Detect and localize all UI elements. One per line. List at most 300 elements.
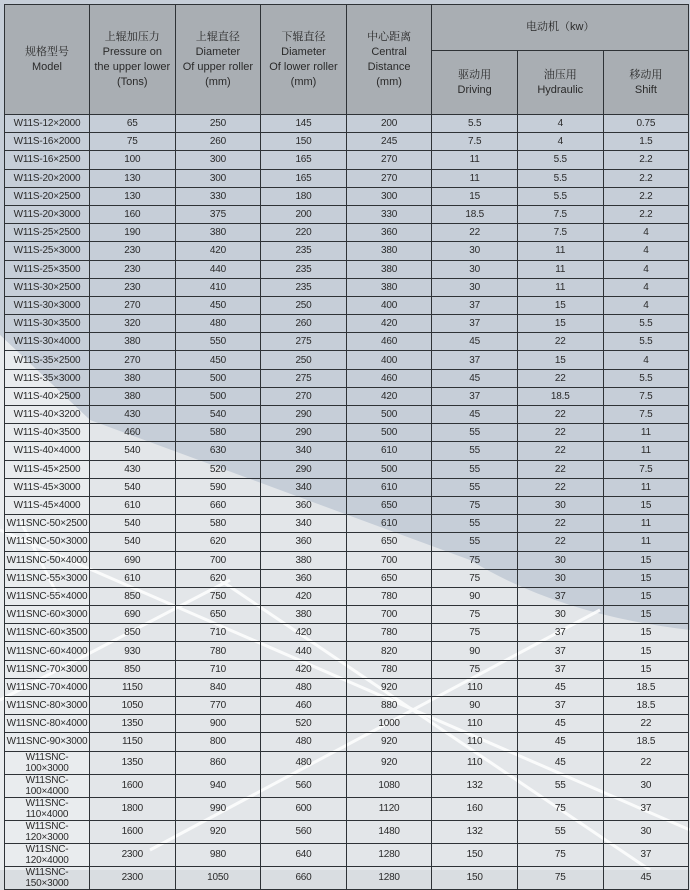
cell-shift: 4 (603, 296, 689, 314)
cell-model: W11SNC-100×4000 (5, 774, 90, 797)
cell-center-distance: 780 (346, 624, 432, 642)
cell-shift: 5.5 (603, 315, 689, 333)
cell-driving: 75 (432, 569, 518, 587)
cell-lower-diameter: 275 (261, 333, 347, 351)
cell-lower-diameter: 165 (261, 151, 347, 169)
cell-upper-diameter: 520 (175, 460, 261, 478)
cell-model: W11SNC-100×3000 (5, 751, 90, 774)
cell-model: W11S-20×3000 (5, 205, 90, 223)
cell-lower-diameter: 420 (261, 624, 347, 642)
header-model: 规格型号 Model (5, 5, 90, 115)
cell-shift: 4 (603, 278, 689, 296)
cell-model: W11S-40×3500 (5, 424, 90, 442)
cell-upper-diameter: 500 (175, 369, 261, 387)
cell-shift: 37 (603, 843, 689, 866)
cell-upper-diameter: 980 (175, 843, 261, 866)
cell-pressure: 100 (90, 151, 176, 169)
cell-driving: 75 (432, 551, 518, 569)
cell-center-distance: 300 (346, 187, 432, 205)
table-row (5, 406, 689, 424)
cell-shift: 45 (603, 866, 689, 889)
cell-shift: 7.5 (603, 460, 689, 478)
table-row (5, 569, 689, 587)
cell-center-distance: 610 (346, 478, 432, 496)
cell-model: W11S-35×3000 (5, 369, 90, 387)
table-body (5, 115, 689, 890)
cell-shift: 11 (603, 515, 689, 533)
cell-hydraulic: 4 (517, 133, 603, 151)
cell-driving: 11 (432, 151, 518, 169)
cell-driving: 132 (432, 820, 518, 843)
table-row (5, 478, 689, 496)
cell-pressure: 1800 (90, 797, 176, 820)
cell-shift: 2.2 (603, 205, 689, 223)
cell-hydraulic: 22 (517, 533, 603, 551)
cell-pressure: 1150 (90, 678, 176, 696)
table-row (5, 624, 689, 642)
cell-shift: 15 (603, 587, 689, 605)
cell-driving: 55 (432, 460, 518, 478)
specification-table (4, 4, 689, 890)
cell-pressure: 460 (90, 424, 176, 442)
table-row (5, 133, 689, 151)
cell-shift: 4 (603, 260, 689, 278)
cell-pressure: 540 (90, 442, 176, 460)
cell-pressure: 430 (90, 460, 176, 478)
cell-model: W11SNC-70×4000 (5, 678, 90, 696)
cell-model: W11S-30×3000 (5, 296, 90, 314)
cell-lower-diameter: 460 (261, 697, 347, 715)
cell-driving: 110 (432, 715, 518, 733)
cell-center-distance: 400 (346, 351, 432, 369)
cell-shift: 7.5 (603, 387, 689, 405)
cell-center-distance: 1280 (346, 866, 432, 889)
cell-lower-diameter: 340 (261, 478, 347, 496)
table-row (5, 551, 689, 569)
cell-pressure: 380 (90, 333, 176, 351)
cell-shift: 5.5 (603, 333, 689, 351)
cell-hydraulic: 55 (517, 774, 603, 797)
table-row (5, 169, 689, 187)
cell-pressure: 2300 (90, 866, 176, 889)
cell-center-distance: 270 (346, 169, 432, 187)
cell-upper-diameter: 800 (175, 733, 261, 751)
cell-pressure: 160 (90, 205, 176, 223)
cell-center-distance: 610 (346, 442, 432, 460)
cell-lower-diameter: 640 (261, 843, 347, 866)
cell-center-distance: 650 (346, 533, 432, 551)
cell-model: W11SNC-120×3000 (5, 820, 90, 843)
cell-model: W11SNC-110×4000 (5, 797, 90, 820)
cell-model: W11S-25×3000 (5, 242, 90, 260)
cell-pressure: 1050 (90, 697, 176, 715)
cell-hydraulic: 37 (517, 624, 603, 642)
cell-model: W11S-40×3200 (5, 406, 90, 424)
cell-center-distance: 360 (346, 224, 432, 242)
cell-model: W11SNC-120×4000 (5, 843, 90, 866)
cell-driving: 150 (432, 866, 518, 889)
cell-upper-diameter: 580 (175, 515, 261, 533)
cell-pressure: 1350 (90, 715, 176, 733)
cell-lower-diameter: 250 (261, 296, 347, 314)
cell-lower-diameter: 360 (261, 496, 347, 514)
cell-driving: 55 (432, 515, 518, 533)
cell-model: W11S-30×3500 (5, 315, 90, 333)
cell-driving: 75 (432, 606, 518, 624)
cell-driving: 110 (432, 678, 518, 696)
cell-driving: 55 (432, 533, 518, 551)
cell-driving: 132 (432, 774, 518, 797)
cell-pressure: 540 (90, 533, 176, 551)
cell-pressure: 850 (90, 660, 176, 678)
cell-hydraulic: 30 (517, 569, 603, 587)
cell-center-distance: 700 (346, 606, 432, 624)
cell-driving: 90 (432, 642, 518, 660)
cell-driving: 55 (432, 424, 518, 442)
cell-pressure: 380 (90, 369, 176, 387)
cell-upper-diameter: 710 (175, 624, 261, 642)
cell-hydraulic: 5.5 (517, 187, 603, 205)
table-row (5, 224, 689, 242)
cell-hydraulic: 15 (517, 296, 603, 314)
cell-pressure: 1350 (90, 751, 176, 774)
cell-model: W11SNC-50×2500 (5, 515, 90, 533)
table-row (5, 315, 689, 333)
cell-upper-diameter: 380 (175, 224, 261, 242)
cell-model: W11SNC-80×4000 (5, 715, 90, 733)
header-pressure: 上辊加压力 Pressure on the upper lower (Tons) (90, 5, 176, 115)
cell-model: W11S-16×2000 (5, 133, 90, 151)
cell-center-distance: 920 (346, 678, 432, 696)
cell-center-distance: 420 (346, 315, 432, 333)
table-row (5, 296, 689, 314)
cell-model: W11SNC-80×3000 (5, 697, 90, 715)
cell-shift: 15 (603, 624, 689, 642)
cell-shift: 2.2 (603, 187, 689, 205)
cell-shift: 1.5 (603, 133, 689, 151)
cell-pressure: 610 (90, 569, 176, 587)
cell-model: W11S-30×2500 (5, 278, 90, 296)
cell-pressure: 270 (90, 351, 176, 369)
cell-shift: 4 (603, 351, 689, 369)
cell-shift: 4 (603, 242, 689, 260)
cell-lower-diameter: 220 (261, 224, 347, 242)
table-row (5, 115, 689, 133)
cell-upper-diameter: 540 (175, 406, 261, 424)
cell-pressure: 75 (90, 133, 176, 151)
cell-shift: 4 (603, 224, 689, 242)
cell-driving: 22 (432, 224, 518, 242)
cell-upper-diameter: 440 (175, 260, 261, 278)
cell-pressure: 230 (90, 260, 176, 278)
cell-hydraulic: 75 (517, 843, 603, 866)
cell-hydraulic: 22 (517, 515, 603, 533)
header-hydraulic: 油压用 Hydraulic (517, 51, 603, 115)
cell-upper-diameter: 710 (175, 660, 261, 678)
cell-shift: 11 (603, 442, 689, 460)
cell-lower-diameter: 235 (261, 260, 347, 278)
cell-model: W11SNC-60×4000 (5, 642, 90, 660)
table-row (5, 242, 689, 260)
cell-pressure: 690 (90, 551, 176, 569)
cell-center-distance: 460 (346, 333, 432, 351)
table-row (5, 733, 689, 751)
cell-model: W11SNC-50×4000 (5, 551, 90, 569)
cell-model: W11S-12×2000 (5, 115, 90, 133)
cell-pressure: 610 (90, 496, 176, 514)
cell-hydraulic: 45 (517, 715, 603, 733)
cell-lower-diameter: 360 (261, 569, 347, 587)
cell-center-distance: 780 (346, 660, 432, 678)
cell-model: W11SNC-55×3000 (5, 569, 90, 587)
cell-lower-diameter: 520 (261, 715, 347, 733)
cell-driving: 150 (432, 843, 518, 866)
table-row (5, 151, 689, 169)
cell-driving: 160 (432, 797, 518, 820)
cell-hydraulic: 45 (517, 751, 603, 774)
cell-pressure: 320 (90, 315, 176, 333)
table-row (5, 715, 689, 733)
cell-model: W11S-45×4000 (5, 496, 90, 514)
cell-hydraulic: 30 (517, 551, 603, 569)
table-row (5, 642, 689, 660)
cell-pressure: 1150 (90, 733, 176, 751)
cell-center-distance: 460 (346, 369, 432, 387)
table-row (5, 751, 689, 774)
cell-model: W11S-30×4000 (5, 333, 90, 351)
cell-hydraulic: 7.5 (517, 205, 603, 223)
cell-hydraulic: 30 (517, 496, 603, 514)
cell-shift: 11 (603, 478, 689, 496)
cell-pressure: 850 (90, 624, 176, 642)
cell-hydraulic: 55 (517, 820, 603, 843)
cell-center-distance: 650 (346, 569, 432, 587)
cell-center-distance: 920 (346, 751, 432, 774)
cell-driving: 37 (432, 315, 518, 333)
cell-upper-diameter: 780 (175, 642, 261, 660)
table-row (5, 187, 689, 205)
cell-model: W11SNC-90×3000 (5, 733, 90, 751)
cell-lower-diameter: 360 (261, 533, 347, 551)
cell-model: W11SNC-60×3000 (5, 606, 90, 624)
cell-hydraulic: 22 (517, 333, 603, 351)
cell-center-distance: 200 (346, 115, 432, 133)
cell-lower-diameter: 380 (261, 606, 347, 624)
cell-center-distance: 380 (346, 260, 432, 278)
cell-upper-diameter: 860 (175, 751, 261, 774)
cell-hydraulic: 22 (517, 460, 603, 478)
cell-driving: 45 (432, 333, 518, 351)
cell-lower-diameter: 380 (261, 551, 347, 569)
cell-driving: 110 (432, 733, 518, 751)
cell-pressure: 690 (90, 606, 176, 624)
cell-shift: 15 (603, 660, 689, 678)
cell-upper-diameter: 630 (175, 442, 261, 460)
cell-driving: 90 (432, 587, 518, 605)
cell-model: W11S-40×2500 (5, 387, 90, 405)
cell-model: W11S-25×2500 (5, 224, 90, 242)
cell-hydraulic: 5.5 (517, 151, 603, 169)
table-row (5, 820, 689, 843)
cell-upper-diameter: 700 (175, 551, 261, 569)
cell-driving: 90 (432, 697, 518, 715)
cell-lower-diameter: 480 (261, 751, 347, 774)
cell-lower-diameter: 290 (261, 406, 347, 424)
cell-pressure: 190 (90, 224, 176, 242)
table-row (5, 424, 689, 442)
cell-upper-diameter: 300 (175, 169, 261, 187)
cell-hydraulic: 11 (517, 278, 603, 296)
cell-hydraulic: 45 (517, 678, 603, 696)
cell-driving: 7.5 (432, 133, 518, 151)
cell-driving: 75 (432, 624, 518, 642)
cell-center-distance: 1000 (346, 715, 432, 733)
cell-model: W11S-35×2500 (5, 351, 90, 369)
cell-center-distance: 650 (346, 496, 432, 514)
cell-driving: 18.5 (432, 205, 518, 223)
table-row (5, 533, 689, 551)
cell-lower-diameter: 660 (261, 866, 347, 889)
table-row (5, 797, 689, 820)
cell-upper-diameter: 500 (175, 387, 261, 405)
table-row (5, 369, 689, 387)
cell-model: W11S-16×2500 (5, 151, 90, 169)
cell-hydraulic: 15 (517, 351, 603, 369)
cell-upper-diameter: 300 (175, 151, 261, 169)
cell-upper-diameter: 900 (175, 715, 261, 733)
cell-hydraulic: 15 (517, 315, 603, 333)
cell-lower-diameter: 235 (261, 242, 347, 260)
cell-center-distance: 245 (346, 133, 432, 151)
cell-upper-diameter: 480 (175, 315, 261, 333)
table-row (5, 606, 689, 624)
cell-pressure: 430 (90, 406, 176, 424)
cell-driving: 55 (432, 478, 518, 496)
cell-model: W11SNC-50×3000 (5, 533, 90, 551)
cell-driving: 45 (432, 369, 518, 387)
cell-model: W11S-40×4000 (5, 442, 90, 460)
cell-pressure: 930 (90, 642, 176, 660)
cell-driving: 37 (432, 296, 518, 314)
cell-hydraulic: 7.5 (517, 224, 603, 242)
cell-upper-diameter: 550 (175, 333, 261, 351)
cell-hydraulic: 22 (517, 406, 603, 424)
cell-driving: 5.5 (432, 115, 518, 133)
table-row (5, 697, 689, 715)
cell-hydraulic: 37 (517, 587, 603, 605)
cell-lower-diameter: 165 (261, 169, 347, 187)
cell-hydraulic: 22 (517, 369, 603, 387)
cell-center-distance: 880 (346, 697, 432, 715)
table-row (5, 333, 689, 351)
cell-driving: 55 (432, 442, 518, 460)
cell-lower-diameter: 600 (261, 797, 347, 820)
cell-hydraulic: 37 (517, 642, 603, 660)
table-row (5, 351, 689, 369)
cell-upper-diameter: 450 (175, 351, 261, 369)
cell-lower-diameter: 275 (261, 369, 347, 387)
cell-hydraulic: 37 (517, 660, 603, 678)
table-row (5, 387, 689, 405)
cell-upper-diameter: 840 (175, 678, 261, 696)
cell-center-distance: 500 (346, 460, 432, 478)
cell-upper-diameter: 590 (175, 478, 261, 496)
cell-upper-diameter: 250 (175, 115, 261, 133)
cell-center-distance: 330 (346, 205, 432, 223)
cell-lower-diameter: 340 (261, 442, 347, 460)
cell-hydraulic: 4 (517, 115, 603, 133)
cell-upper-diameter: 330 (175, 187, 261, 205)
cell-driving: 75 (432, 660, 518, 678)
cell-driving: 30 (432, 260, 518, 278)
cell-driving: 37 (432, 351, 518, 369)
cell-upper-diameter: 620 (175, 533, 261, 551)
cell-hydraulic: 11 (517, 242, 603, 260)
cell-lower-diameter: 145 (261, 115, 347, 133)
table-row (5, 587, 689, 605)
cell-pressure: 1600 (90, 774, 176, 797)
cell-upper-diameter: 375 (175, 205, 261, 223)
cell-shift: 15 (603, 569, 689, 587)
cell-upper-diameter: 1050 (175, 866, 261, 889)
header-motor: 电动机（kw） (432, 5, 689, 51)
cell-center-distance: 500 (346, 424, 432, 442)
cell-hydraulic: 22 (517, 442, 603, 460)
cell-shift: 7.5 (603, 406, 689, 424)
cell-lower-diameter: 290 (261, 424, 347, 442)
cell-pressure: 380 (90, 387, 176, 405)
cell-shift: 30 (603, 774, 689, 797)
cell-center-distance: 270 (346, 151, 432, 169)
cell-upper-diameter: 420 (175, 242, 261, 260)
cell-model: W11SNC-70×3000 (5, 660, 90, 678)
cell-model: W11S-45×2500 (5, 460, 90, 478)
cell-shift: 11 (603, 533, 689, 551)
table-row (5, 843, 689, 866)
cell-pressure: 130 (90, 169, 176, 187)
cell-shift: 18.5 (603, 697, 689, 715)
cell-center-distance: 780 (346, 587, 432, 605)
cell-model: W11SNC-60×3500 (5, 624, 90, 642)
cell-driving: 15 (432, 187, 518, 205)
cell-shift: 30 (603, 820, 689, 843)
cell-pressure: 540 (90, 515, 176, 533)
cell-upper-diameter: 770 (175, 697, 261, 715)
cell-upper-diameter: 620 (175, 569, 261, 587)
cell-hydraulic: 22 (517, 478, 603, 496)
table-row (5, 774, 689, 797)
cell-pressure: 65 (90, 115, 176, 133)
cell-hydraulic: 37 (517, 697, 603, 715)
cell-center-distance: 380 (346, 278, 432, 296)
cell-model: W11S-20×2500 (5, 187, 90, 205)
cell-center-distance: 700 (346, 551, 432, 569)
cell-lower-diameter: 420 (261, 660, 347, 678)
cell-model: W11S-20×2000 (5, 169, 90, 187)
cell-lower-diameter: 560 (261, 820, 347, 843)
cell-upper-diameter: 940 (175, 774, 261, 797)
cell-shift: 18.5 (603, 678, 689, 696)
cell-lower-diameter: 260 (261, 315, 347, 333)
cell-pressure: 850 (90, 587, 176, 605)
cell-center-distance: 380 (346, 242, 432, 260)
cell-lower-diameter: 180 (261, 187, 347, 205)
cell-lower-diameter: 340 (261, 515, 347, 533)
cell-driving: 45 (432, 406, 518, 424)
cell-center-distance: 920 (346, 733, 432, 751)
header-lower-diameter: 下辊直径 Diameter Of lower roller (mm) (261, 5, 347, 115)
cell-hydraulic: 75 (517, 797, 603, 820)
